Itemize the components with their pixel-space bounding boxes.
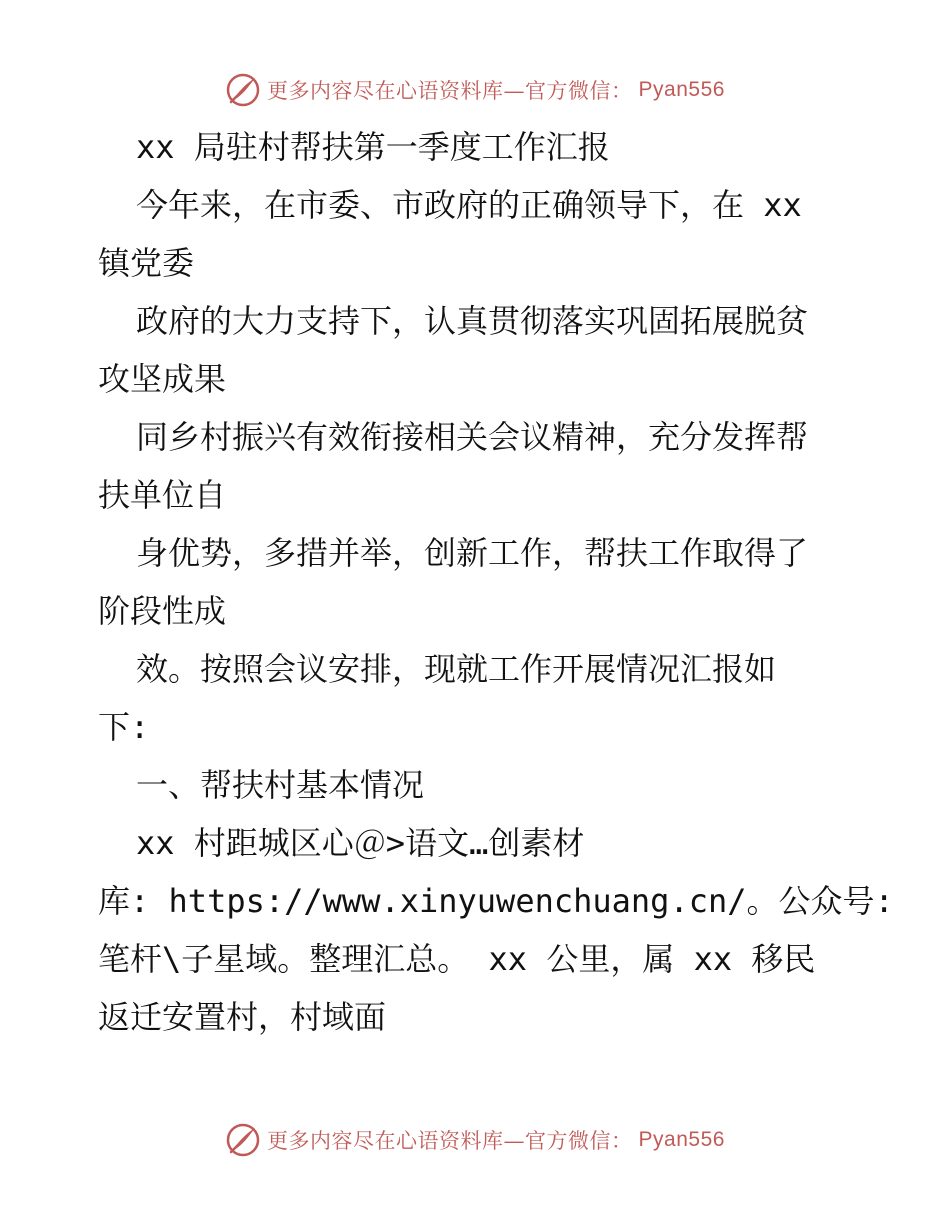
paragraph-line: 今年来，在市委、市政府的正确领导下，在 xx (136, 186, 802, 224)
paragraph-line: 同乡村振兴有效衔接相关会议精神，充分发挥帮 (136, 418, 809, 456)
footer-watermark (0, 1120, 950, 1160)
quill-logo-icon (225, 1122, 261, 1158)
paragraph-line: 镇党委 (98, 244, 195, 282)
document-body (98, 118, 894, 1046)
paragraph-line: 扶单位自 (98, 476, 227, 514)
quill-logo-icon (225, 72, 261, 108)
header-wechat-id: Pyan556 (638, 78, 725, 101)
paragraph-line: 返迁安置村，村域面 (98, 998, 387, 1036)
paragraph-line: 政府的大力支持下，认真贯彻落实巩固拓展脱贫 (136, 302, 809, 340)
paragraph-line: 阶段性成 (98, 592, 227, 630)
document-title: xx 局驻村帮扶第一季度工作汇报 (136, 128, 610, 166)
footer-wechat-id: Pyan556 (638, 1128, 725, 1151)
paragraph-line: 身优势，多措并举，创新工作，帮扶工作取得了 (136, 534, 809, 572)
header-watermark (0, 70, 950, 110)
paragraph-line: xx 村距城区心＠>语文…创素材 (136, 824, 585, 862)
paragraph-line: 笔杆\子星域。整理汇总。 xx 公里，属 xx 移民 (98, 940, 816, 978)
paragraph-line: 库: https://www.xinyuwenchuang.cn/。公众号: (98, 882, 894, 920)
header-brand-text: 更多内容尽在心语资料库—官方微信： (267, 79, 633, 103)
footer-brand-text: 更多内容尽在心语资料库—官方微信： (267, 1129, 633, 1153)
section-heading: 一、帮扶村基本情况 (136, 766, 425, 804)
paragraph-line: 效。按照会议安排，现就工作开展情况汇报如 (136, 650, 777, 688)
paragraph-line: 攻坚成果 (98, 360, 227, 398)
paragraph-line: 下: (98, 708, 150, 746)
